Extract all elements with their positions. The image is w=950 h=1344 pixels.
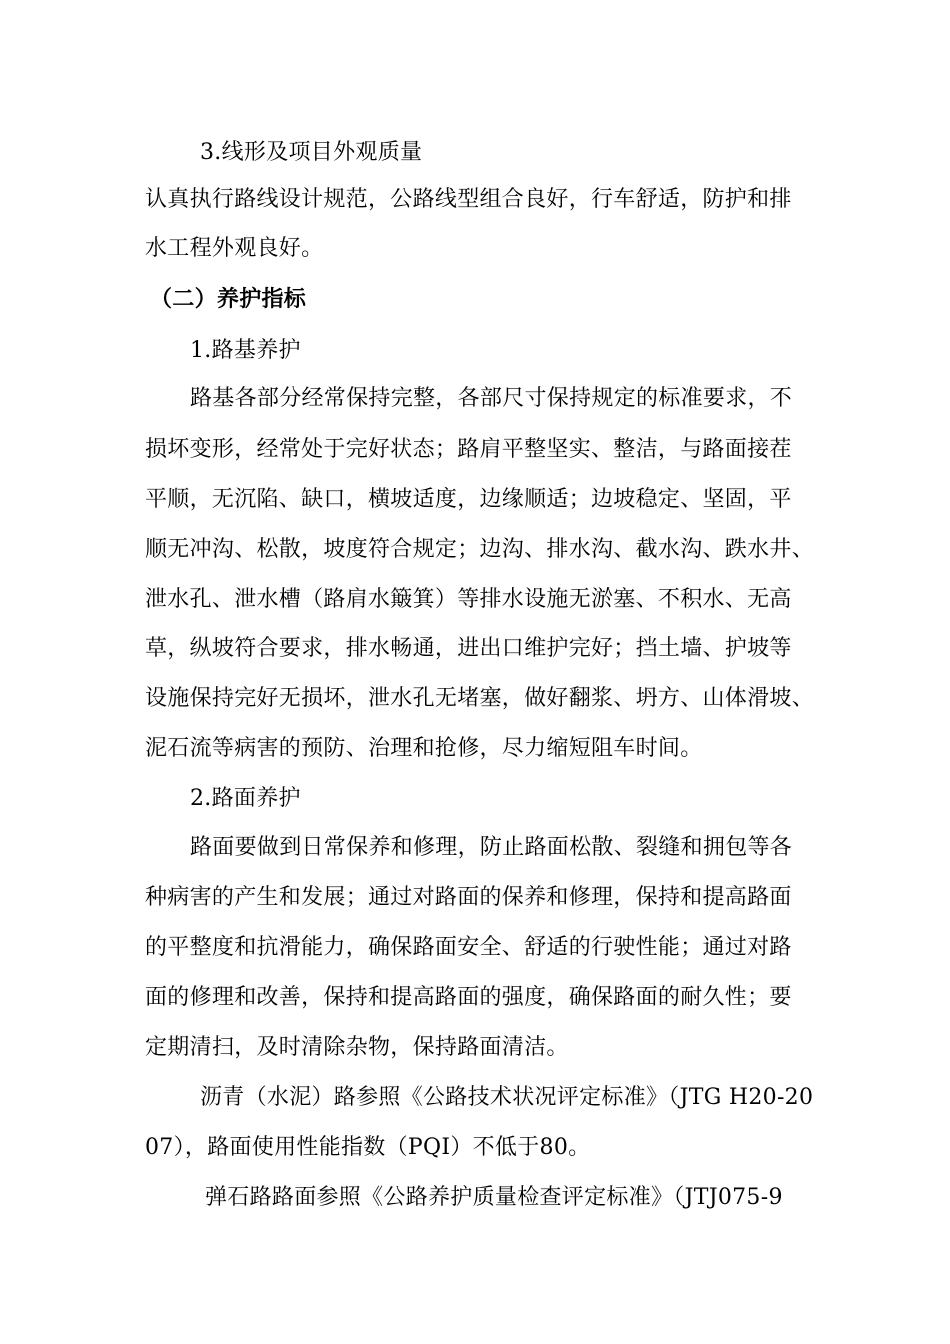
- heading-linear-quality: 3.线形及项目外观质量: [200, 140, 423, 165]
- paragraph-line: 草，纵坡符合要求，排水畅通，进出口维护完好；挡土墙、护坡等: [145, 636, 792, 661]
- paragraph-line: 07），路面使用性能指数（PQI）不低于80。: [145, 1135, 591, 1160]
- paragraph-line: 种病害的产生和发展；通过对路面的保养和修理，保持和提高路面: [145, 885, 792, 910]
- paragraph-line: 的平整度和抗滑能力，确保路面安全、舒适的行驶性能；通过对路: [145, 935, 792, 960]
- paragraph-line: 面的修理和改善，保持和提高路面的强度，确保路面的耐久性；要: [145, 985, 792, 1010]
- paragraph-line: 泥石流等病害的预防、治理和抢修，尽力缩短阻车时间。: [145, 736, 703, 761]
- paragraph-line: 弹石路路面参照《公路养护质量检查评定标准》（JTJ075-9: [205, 1185, 783, 1210]
- paragraph-line: 顺无冲沟、松散，坡度符合规定；边沟、排水沟、截水沟、跌水井、: [145, 537, 815, 562]
- subheading-roadbed-maintenance: 1.路基养护: [190, 338, 301, 363]
- paragraph-line: 平顺，无沉陷、缺口，横坡适度，边缘顺适；边坡稳定、坚固，平: [145, 487, 792, 512]
- paragraph-line: 设施保持完好无损坏，泄水孔无堵塞，做好翻浆、坍方、山体滑坡、: [145, 686, 815, 711]
- paragraph-line: 泄水孔、泄水槽（路肩水簸箕）等排水设施无淤塞、不积水、无高: [145, 587, 792, 612]
- paragraph-line: 定期清扫，及时清除杂物，保持路面清洁。: [145, 1035, 569, 1060]
- paragraph-line: 路基各部分经常保持完整，各部尺寸保持规定的标准要求，不: [190, 386, 793, 411]
- paragraph-line: 沥青（水泥）路参照《公路技术状况评定标准》（JTG H20-20: [200, 1085, 814, 1110]
- paragraph-line: 损坏变形，经常处于完好状态；路肩平整坚实、整洁，与路面接茬: [145, 437, 792, 462]
- paragraph-line: 认真执行路线设计规范，公路线型组合良好，行车舒适，防护和排: [145, 187, 792, 212]
- section-title-maintenance-indicators: （二）养护指标: [150, 286, 307, 312]
- subheading-pavement-maintenance: 2.路面养护: [190, 786, 301, 811]
- paragraph-line: 路面要做到日常保养和修理，防止路面松散、裂缝和拥包等各: [190, 835, 793, 860]
- paragraph-line: 水工程外观良好。: [145, 236, 324, 261]
